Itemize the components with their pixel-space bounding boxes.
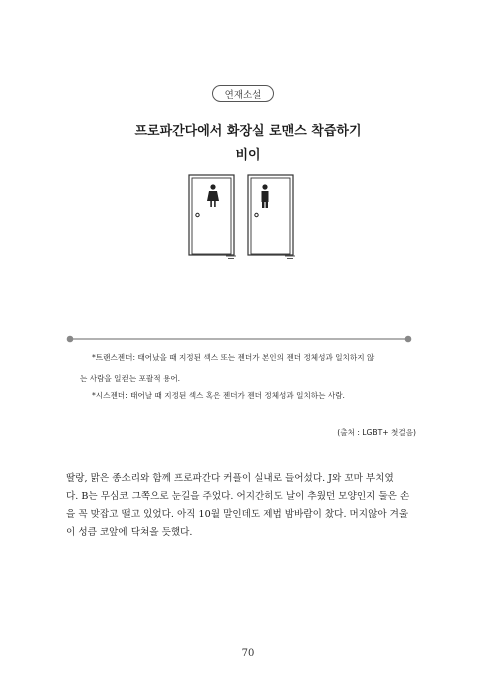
section-divider — [66, 335, 412, 343]
footnote-cisgender: *시스젠더: 태어날 때 지정된 섹스 혹은 젠더가 젠더 정체성과 일치하는 사람. — [92, 391, 345, 400]
story-body — [66, 470, 430, 542]
page-number: 70 — [241, 648, 255, 659]
body-line: 다. B는 무심코 그쪽으로 눈길을 주었다. 어지간히도 날이 추웠던 모양인지 둘은 손 — [66, 491, 410, 502]
male-restroom-door-icon — [248, 175, 295, 259]
footnote-source: (출처 : LGBT+ 첫걸음) — [337, 428, 416, 437]
body-line: 딸랑, 맑은 종소리와 함께 프로파간다 커플이 실내로 들어섰다. J와 꼬마 부치였 — [66, 473, 394, 484]
body-line: 을 꼭 맞잡고 떨고 있었다. 아직 10월 말인데도 제법 밤바람이 찼다. 머지않아 겨울 — [66, 509, 409, 520]
female-restroom-door-icon — [189, 175, 236, 259]
section-badge: 연재소설 — [212, 85, 274, 102]
author-name: 비이 — [235, 148, 261, 163]
story-title: 프로파간다에서 화장실 로맨스 착즙하기 — [134, 124, 362, 139]
restroom-doors-illustration — [188, 174, 298, 264]
body-line: 이 성큼 코앞에 닥쳐올 듯했다. — [66, 527, 193, 538]
footnote-transgender-cont: 는 사람을 일컫는 포괄적 용어. — [80, 374, 181, 383]
footnote-transgender: *트랜스젠더: 태어났을 때 지정된 섹스 또는 젠더가 본인의 젠더 정체성과 일치하지 않 — [92, 353, 375, 362]
